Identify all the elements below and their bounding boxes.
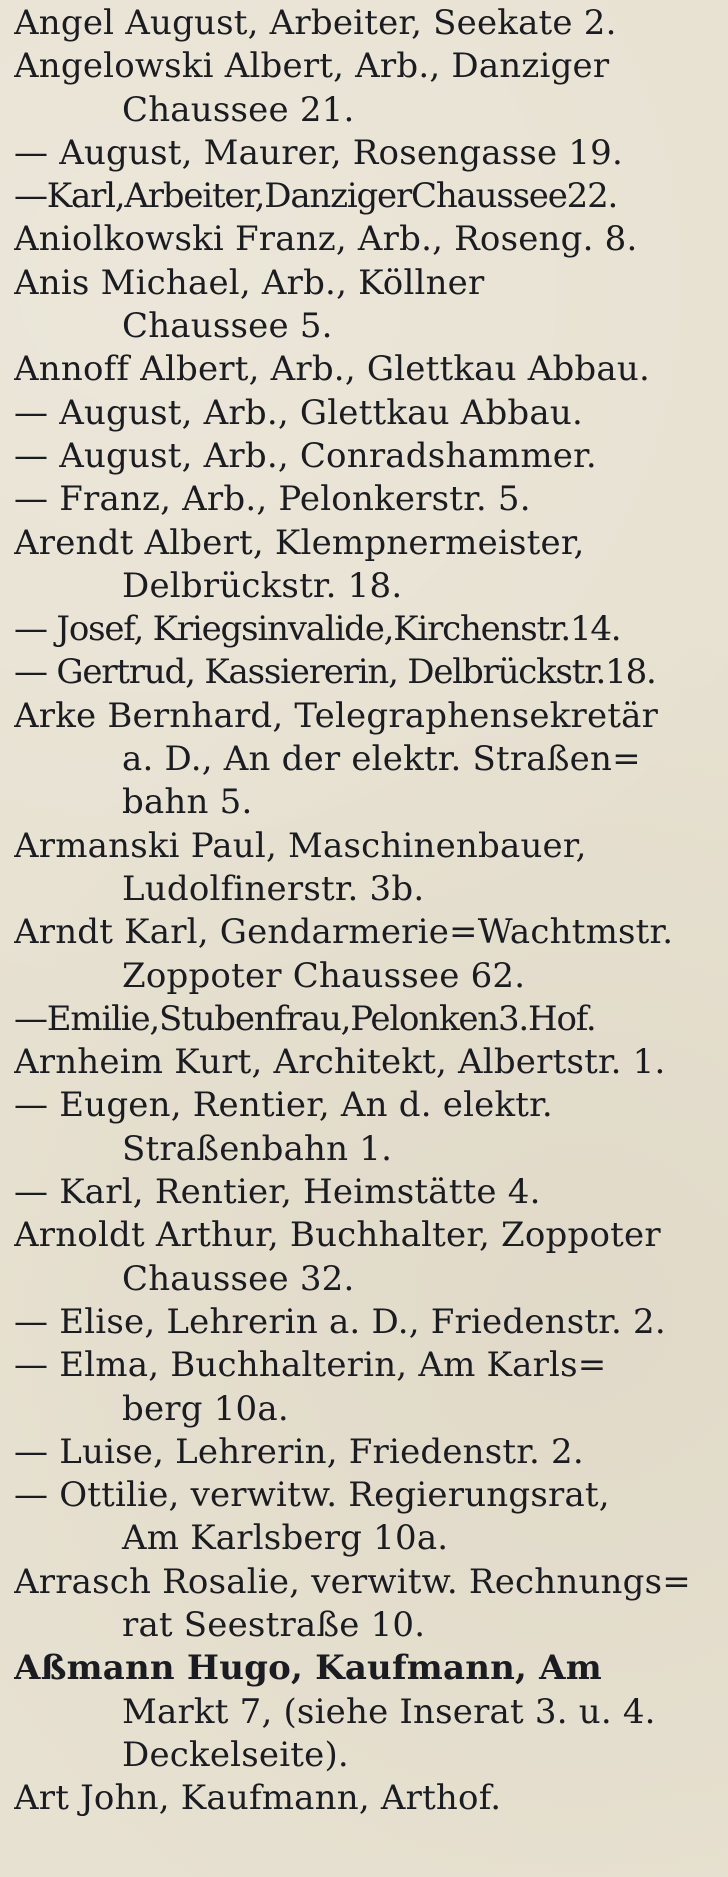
entry-line: Aßmann Hugo, Kaufmann, Am [14,1648,602,1689]
entry-line: —Emilie,Stubenfrau,Pelonken3.Hof. [14,998,596,1039]
entry-continuation-line: Delbrückstr. 18. [122,565,403,606]
entry-continuation-line: berg 10a. [122,1388,289,1429]
entry-line: Arnoldt Arthur, Buchhalter, Zoppoter [14,1215,661,1256]
entry-line: —Karl,Arbeiter,DanzigerChaussee22. [14,176,618,217]
entry-line: — August, Arb., Glettkau Abbau. [14,392,583,433]
entry-line: — Luise, Lehrerin, Friedenstr. 2. [14,1431,584,1472]
entry-line: — Eugen, Rentier, An d. elektr. [14,1085,553,1126]
entry-line: — August, Arb., Conradshammer. [14,435,597,476]
entry-line: — Karl, Rentier, Heimstätte 4. [14,1172,541,1213]
entry-line: Angel August, Arbeiter, Seekate 2. [14,3,617,43]
entry-line: Arnheim Kurt, Architekt, Albertstr. 1. [14,1042,666,1083]
entry-continuation-line: Deckelseite). [122,1734,349,1775]
entry-line: — Elise, Lehrerin a. D., Friedenstr. 2. [14,1301,666,1342]
entry-line: Arendt Albert, Klempnermeister, [14,522,585,563]
entry-line: Aniolkowski Franz, Arb., Roseng. 8. [14,219,638,260]
entry-line: Art John, Kaufmann, Arthof. [14,1778,502,1819]
entry-line: Annoff Albert, Arb., Glettkau Abbau. [14,349,650,390]
entry-continuation-line: Straßenbahn 1. [122,1128,393,1169]
entry-line: Arrasch Rosalie, verwitw. Rechnungs= [14,1561,691,1602]
entry-line: — Josef, Kriegsinvalide,Kirchenstr.14. [14,609,621,650]
entry-continuation-line: Am Karlsberg 10a. [122,1518,449,1559]
entry-continuation-line: Chaussee 5. [122,306,333,347]
entry-continuation-line: bahn 5. [122,782,253,823]
entry-line: Arndt Karl, Gendarmerie=Wachtmstr. [14,912,674,953]
entry-line: — August, Maurer, Rosengasse 19. [14,132,624,173]
entry-line: — Elma, Buchhalterin, Am Karls= [14,1345,607,1386]
entry-line: — Ottilie, verwitw. Regierungsrat, [14,1475,610,1516]
entry-line: Anis Michael, Arb., Köllner [14,262,485,303]
entry-continuation-line: Zoppoter Chaussee 62. [122,955,526,996]
entry-continuation-line: a. D., An der elektr. Straßen= [122,739,641,780]
entry-continuation-line: Chaussee 21. [122,89,355,130]
entry-continuation-line: rat Seestraße 10. [122,1604,426,1645]
entry-line: Arke Bernhard, Telegraphensekretär [14,695,659,736]
entry-continuation-line: Markt 7, (siehe Inserat 3. u. 4. [122,1691,656,1732]
entry-line: — Gertrud, Kassiererin, Delbrückstr.18. [14,652,656,693]
entry-line: Armanski Paul, Maschinenbauer, [14,825,587,866]
entry-line: — Franz, Arb., Pelonkerstr. 5. [14,479,531,520]
entry-continuation-line: Chaussee 32. [122,1258,355,1299]
entry-continuation-line: Ludolfinerstr. 3b. [122,868,425,909]
entry-line: Angelowski Albert, Arb., Danziger [14,46,610,87]
